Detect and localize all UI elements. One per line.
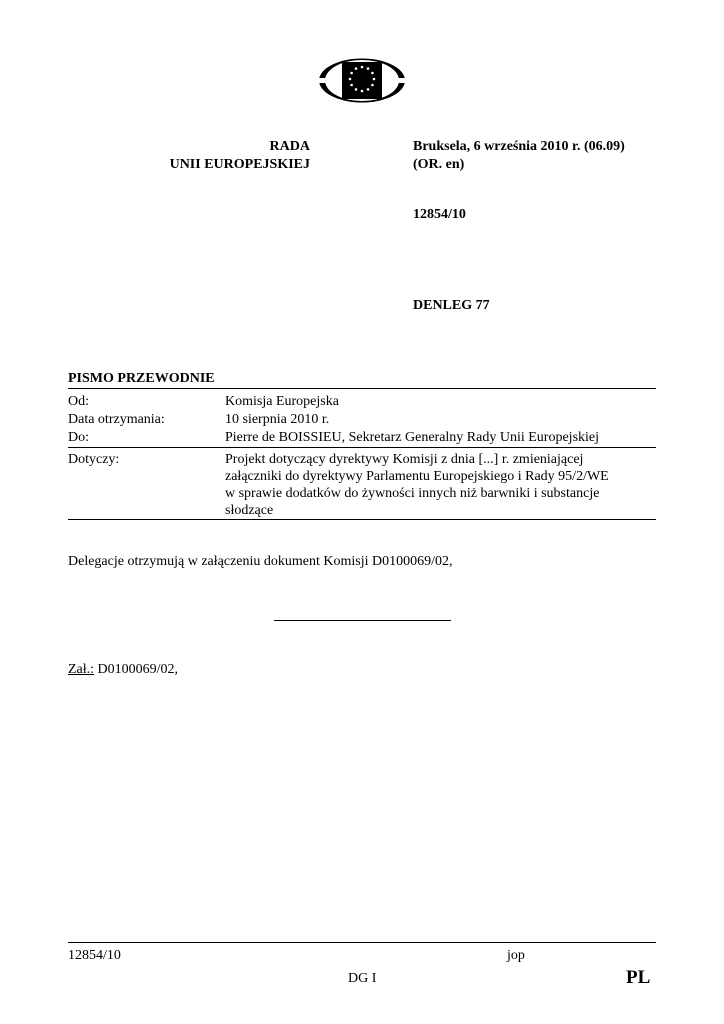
- table-top-rule: [68, 388, 656, 389]
- body-paragraph: Delegacje otrzymują w załączeniu dokument Komisji D0100069/02,: [68, 554, 453, 569]
- from-value: Komisja Europejska: [225, 394, 339, 409]
- cover-letter-title: PISMO PRZEWODNIE: [68, 371, 215, 386]
- subject-value: [225, 451, 645, 519]
- to-value: Pierre de BOISSIEU, Sekretarz Generalny Rady Unii Europejskiej: [225, 430, 600, 445]
- subject-line-3: w sprawie dodatków do żywności innych niż barwniki i substancje: [225, 486, 600, 501]
- document-number: 12854/10: [413, 207, 466, 222]
- footer-doc-number: 12854/10: [68, 948, 121, 963]
- place-date: Bruksela, 6 września 2010 r. (06.09): [413, 139, 625, 154]
- footer-rule: [68, 942, 656, 943]
- subject-label: Dotyczy:: [68, 452, 120, 467]
- issuer-line-1: RADA: [269, 139, 310, 154]
- attachment-label: Zał.:: [68, 662, 95, 677]
- table-bottom-rule: [68, 519, 656, 520]
- attachment-line: [68, 662, 178, 678]
- subject-line-1: Projekt dotyczący dyrektywy Komisji z dnia [...] r. zmieniającej: [225, 452, 584, 467]
- footer-initials: jop: [507, 948, 525, 963]
- to-label: Do:: [68, 430, 89, 445]
- table-mid-rule: [68, 447, 656, 448]
- separator-line: [274, 620, 451, 621]
- footer-language: PL: [626, 967, 651, 988]
- classification-code: DENLEG 77: [413, 298, 490, 313]
- received-date-value: 10 sierpnia 2010 r.: [225, 412, 330, 427]
- original-language: (OR. en): [413, 157, 465, 172]
- subject-line-4: słodzące: [225, 503, 274, 518]
- eu-council-logo: [318, 57, 406, 104]
- issuer-line-2: UNII EUROPEJSKIEJ: [169, 157, 310, 172]
- footer-directorate: DG I: [348, 971, 377, 986]
- received-date-label: Data otrzymania:: [68, 412, 165, 427]
- issuer: [140, 138, 310, 174]
- from-label: Od:: [68, 394, 89, 409]
- attachment-value: D0100069/02,: [94, 662, 179, 677]
- subject-line-2: załączniki do dyrektywy Parlamentu Europejskiego i Rady 95/2/WE: [225, 469, 609, 484]
